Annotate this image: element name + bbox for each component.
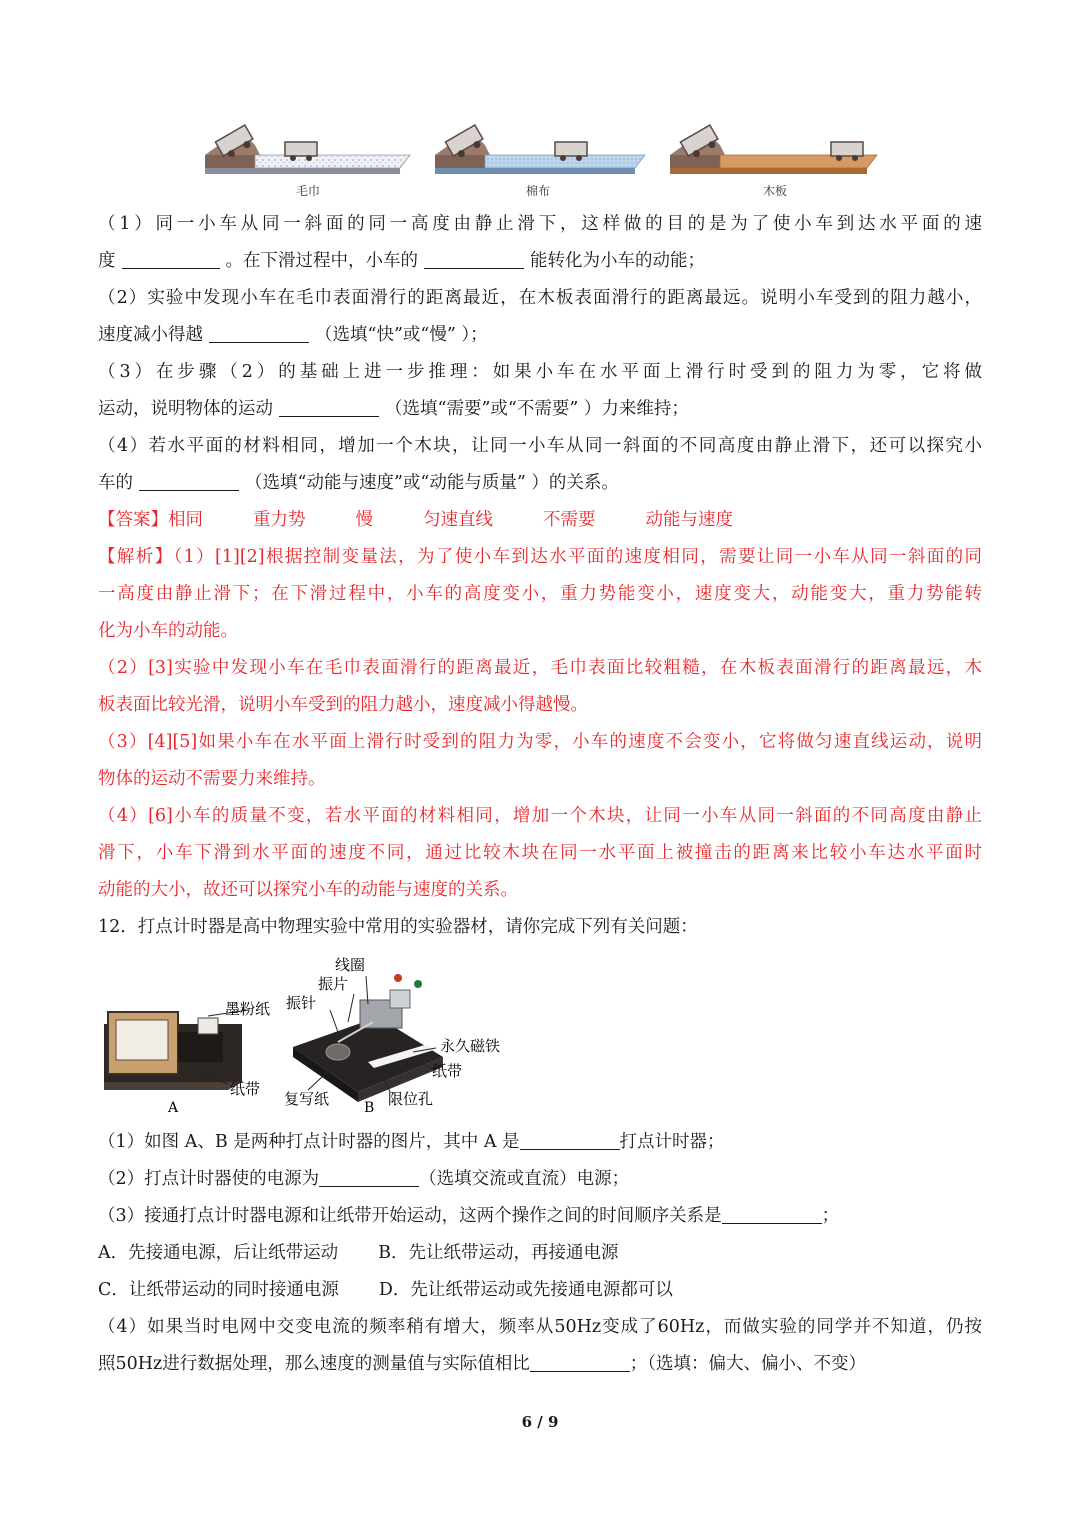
answer-line xyxy=(98,508,982,532)
q11-part3-line2 xyxy=(98,397,982,421)
text-span: ； xyxy=(821,1206,840,1226)
text-span: （选填“快”或“慢” ）； xyxy=(315,325,488,345)
label-carbon: 复写纸 xyxy=(284,1090,330,1108)
option-c[interactable]: C．让纸带运动的同时接通电源 xyxy=(98,1280,339,1300)
answer-item: 动能与速度 xyxy=(645,510,733,530)
label-tape-b: 纸带 xyxy=(432,1062,463,1080)
text-span: （选填“需要”或“不需要” ）力来维持； xyxy=(385,399,689,419)
label-b: B xyxy=(364,1100,375,1116)
text-span: 运动，说明物体的运动 xyxy=(98,399,273,419)
page-number: 6 / 9 xyxy=(521,1413,559,1431)
answer-item: 匀速直线 xyxy=(423,510,493,530)
answer-blank-6[interactable] xyxy=(520,1131,620,1150)
timer-figure xyxy=(98,952,528,1122)
ramp-board xyxy=(670,125,877,174)
q11-part4-line2 xyxy=(98,471,982,495)
answer-blank-9[interactable] xyxy=(530,1353,630,1372)
analysis-line-2: 一高度由静止滑下；在下滑过程中，小车的高度变小，重力势能变小，速度变大，动能变大，重力势能转 xyxy=(98,584,982,604)
analysis-line-10: 动能的大小，故还可以探究小车的动能与速度的关系。 xyxy=(98,880,518,900)
analysis-line-9: 滑下，小车下滑到水平面的速度不同，通过比较木块在同一水平面上被撞击的距离来比较小车达水平面时 xyxy=(98,843,982,863)
analysis-line-7: 物体的运动不需要力来维持。 xyxy=(98,769,326,789)
answer-blank-2[interactable] xyxy=(424,250,524,269)
analysis-tag: 【解析】 xyxy=(98,547,174,567)
option-a[interactable]: A．先接通电源，后让纸带运动 xyxy=(98,1243,339,1263)
analysis-line-8: （4）[6]小车的质量不变，若水平面的材料相同，增加一个木块，让同一小车从同一斜面的不同高度由静止 xyxy=(98,806,982,826)
ramp-towel xyxy=(205,125,410,174)
answer-blank-1[interactable] xyxy=(122,250,220,269)
answer-blank-3[interactable] xyxy=(209,324,309,343)
analysis-line-6: （3）[4][5]如果小车在水平面上滑行时受到的阻力为零，小车的速度不会变小，它将做匀速直线运动，说明 xyxy=(98,732,982,752)
text-span: 度 xyxy=(98,251,116,271)
label-toner: 墨粉纸 xyxy=(225,1000,271,1018)
label-hole: 限位孔 xyxy=(388,1090,434,1108)
label-a: A xyxy=(168,1100,179,1116)
answer-blank-8[interactable] xyxy=(722,1205,822,1224)
q11-part2-line1: （2）实验中发现小车在毛巾表面滑行的距离最近，在木板表面滑行的距离最远。说明小车受到的阻力越小， xyxy=(98,288,982,308)
option-d[interactable]: D．先让纸带运动或先接通电源都可以 xyxy=(378,1280,673,1300)
option-b[interactable]: B．先让纸带运动，再接通电源 xyxy=(378,1243,619,1263)
answer-blank-7[interactable] xyxy=(319,1168,419,1187)
answer-blank-5[interactable] xyxy=(139,472,239,491)
text-span: （3）接通打点计时器电源和让纸带开始运动，这两个操作之间的时间顺序关系是 xyxy=(98,1206,722,1226)
text-span: （1）如图 A、B 是两种打点计时器的图片，其中 A 是 xyxy=(98,1132,520,1152)
analysis-line-3: 化为小车的动能。 xyxy=(98,621,238,641)
q11-part1-line2 xyxy=(98,249,982,273)
label-tape-a: 纸带 xyxy=(230,1080,261,1098)
text-span: （1）[1][2]根据控制变量法，为了使小车到达水平面的速度相同，需要让同一小车从同一斜面的同 xyxy=(173,547,982,567)
answer-item: 慢 xyxy=(355,510,373,530)
analysis-line-4: （2）[3]实验中发现小车在毛巾表面滑行的距离最近，毛巾表面比较粗糙，在木板表面滑行的距离最远，木 xyxy=(98,658,982,678)
answer-tag: 【答案】 xyxy=(98,510,168,530)
q12-part4-line2 xyxy=(98,1352,982,1376)
text-span: ；（选填：偏大、偏小、不变） xyxy=(629,1354,866,1374)
q12-stem: 12．打点计时器是高中物理实验中常用的实验器材，请你完成下列有关问题： xyxy=(98,917,698,937)
q11-part3-line1: （3）在步骤（2）的基础上进一步推理：如果小车在水平面上滑行时受到的阻力为零，它将做 xyxy=(98,362,982,382)
q12-part1 xyxy=(98,1130,982,1154)
text-span: （选填“动能与速度”或“动能与质量” ）的关系。 xyxy=(245,473,619,493)
analysis-line-5: 板表面比较光滑，说明小车受到的阻力越小，速度减小得越慢。 xyxy=(98,695,588,715)
ramp-label-towel: 毛巾 xyxy=(295,184,321,198)
label-coil: 线圈 xyxy=(335,956,366,974)
q11-part2-line2 xyxy=(98,323,982,347)
answer-item: 相同 xyxy=(168,510,203,530)
ramp-label-board: 木板 xyxy=(762,184,788,198)
label-magnet: 永久磁铁 xyxy=(440,1037,501,1055)
q12-part3 xyxy=(98,1204,982,1228)
answer-item: 不需要 xyxy=(543,510,596,530)
ramp-label-cloth: 棉布 xyxy=(525,184,551,198)
answer-blank-4[interactable] xyxy=(279,398,379,417)
text-span: 能转化为小车的动能； xyxy=(530,251,705,271)
q12-options-row2 xyxy=(98,1278,982,1302)
label-reed: 振片 xyxy=(318,975,349,993)
text-span: （2）打点计时器使的电源为 xyxy=(98,1169,320,1189)
q11-part1-line1: （1）同一小车从同一斜面的同一高度由静止滑下，这样做的目的是为了使小车到达水平面的速 xyxy=(98,214,982,234)
q12-part4-line1: （4）如果当时电网中交变电流的频率稍有增大，频率从50Hz变成了60Hz，而做实验的同学并不知道，仍按 xyxy=(98,1317,982,1337)
timer-a xyxy=(104,1012,242,1090)
answer-item: 重力势 xyxy=(253,510,306,530)
text-span: 照50Hz进行数据处理，那么速度的测量值与实际值相比 xyxy=(98,1354,530,1374)
analysis-line-1 xyxy=(98,545,982,569)
text-span: 速度减小得越 xyxy=(98,325,203,345)
text-span: 车的 xyxy=(98,473,133,493)
q12-options-row1 xyxy=(98,1241,982,1265)
text-span: 打点计时器； xyxy=(619,1132,725,1152)
q11-part4-line1: （4）若水平面的材料相同，增加一个木块，让同一小车从同一斜面的不同高度由静止滑下，还可以探究小 xyxy=(98,436,982,456)
q12-part2 xyxy=(98,1167,982,1191)
text-span: （选填交流或直流）电源； xyxy=(419,1169,630,1189)
ramp-cloth xyxy=(435,125,645,174)
ramp-figure xyxy=(195,110,885,205)
label-needle: 振针 xyxy=(286,994,317,1012)
text-span: 。在下滑过程中，小车的 xyxy=(225,251,418,271)
